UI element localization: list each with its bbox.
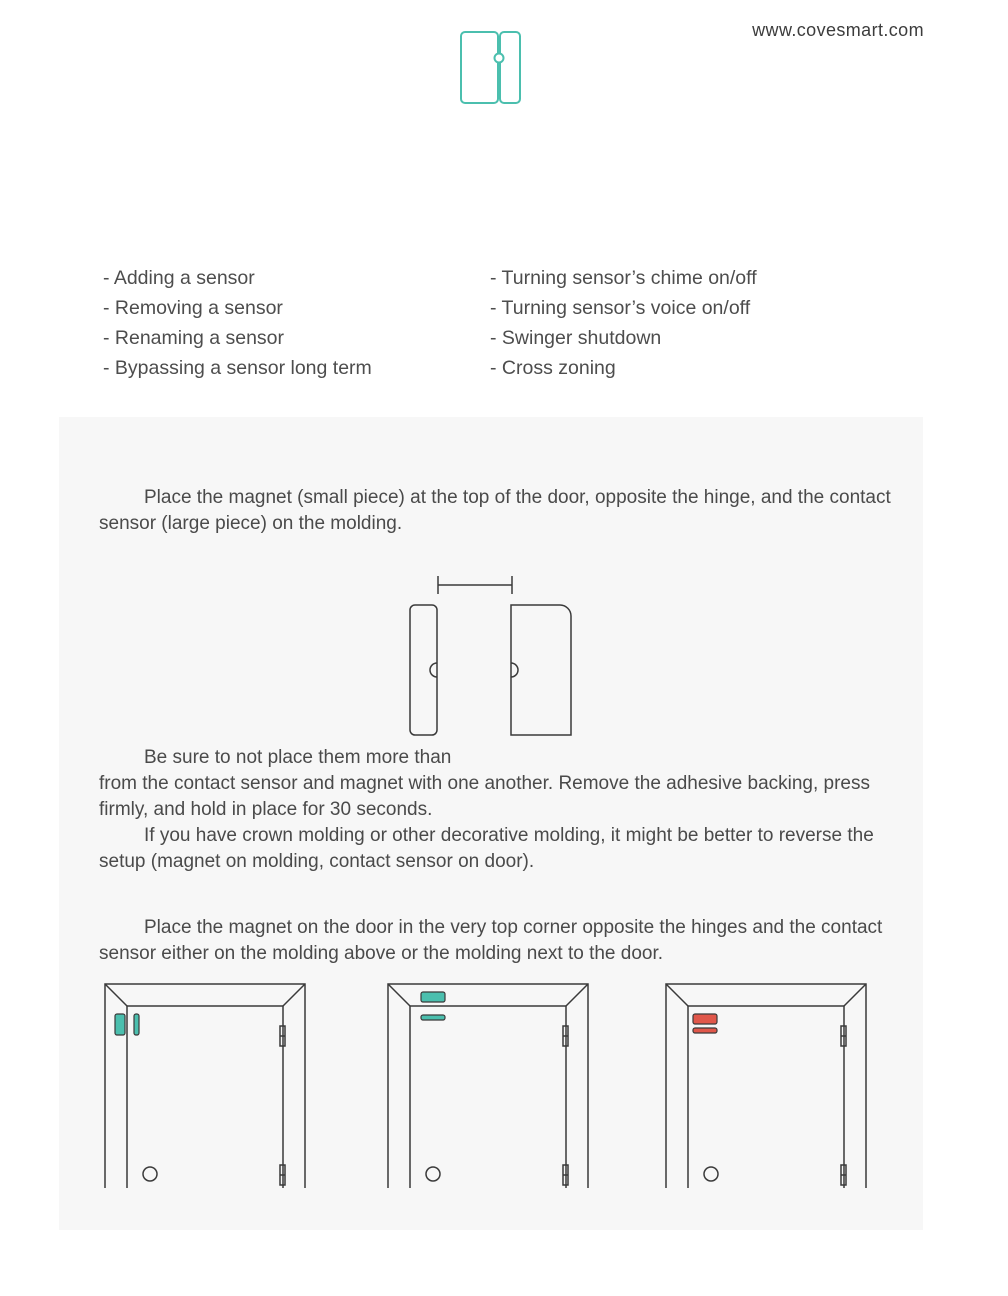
magnet-notch: [430, 663, 437, 677]
list-item: - Cross zoning: [490, 357, 616, 379]
list-item: - Turning sensor’s voice on/off: [490, 297, 751, 319]
list-item: - Removing a sensor: [103, 297, 283, 319]
instruction-text: If you have crown molding or other decorative molding, it might be better to reverse the setup (magnet on molding, contact sensor on door).: [99, 825, 874, 872]
magnet-mark: [134, 1014, 139, 1035]
contact-sensor-mark: [115, 1014, 125, 1035]
door-side-mount-diagram: [100, 980, 310, 1190]
door-frame-inner: [410, 1006, 566, 1188]
feature-list-left: [103, 263, 372, 383]
contact-sensor-mark: [693, 1014, 717, 1024]
instruction-text: Place the magnet on the door in the very top corner opposite the hinges and the contact sensor either on the molding above or the molding next to the door.: [99, 917, 883, 964]
list-item: - Bypassing a sensor long term: [103, 357, 372, 379]
list-item: - Adding a sensor: [103, 267, 255, 289]
contact-sensor-mark: [421, 992, 445, 1002]
door-top-mount-diagram: [383, 980, 593, 1190]
feature-list-right: [490, 263, 757, 383]
sensor-notch: [511, 663, 518, 677]
instruction-text: from the contact sensor and magnet with one another. Remove the adhesive backing, press firmly, and hold in place for 30 seconds.: [99, 773, 871, 820]
list-item: - Turning sensor’s chime on/off: [490, 267, 757, 289]
spacing-instruction: [99, 745, 899, 875]
instruction-text: Place the magnet (small piece) at the top of the door, opposite the hinge, and the contact sensor (large piece) on the molding.: [99, 487, 891, 534]
door-incorrect-mount-diagram: [661, 980, 871, 1190]
door-sensor-logo-icon: [458, 30, 524, 106]
instruction-text: Be sure to not place them more than: [144, 747, 452, 768]
contact-sensor-piece: [511, 605, 571, 735]
corner-instruction: [99, 915, 899, 967]
list-item: - Swinger shutdown: [490, 327, 662, 349]
website-url: www.covesmart.com: [752, 20, 924, 40]
placement-instruction: [99, 485, 899, 537]
door-knob-icon: [143, 1167, 157, 1181]
magnet-mark: [693, 1028, 717, 1033]
door-frame-outer: [388, 984, 588, 1188]
door-knob-icon: [704, 1167, 718, 1181]
magnet-piece: [410, 605, 437, 735]
magnet-mark: [421, 1015, 445, 1020]
door-frame-inner: [127, 1006, 283, 1188]
list-item: - Renaming a sensor: [103, 327, 285, 349]
door-knob-icon: [426, 1167, 440, 1181]
sensor-gap-diagram: [400, 570, 580, 740]
